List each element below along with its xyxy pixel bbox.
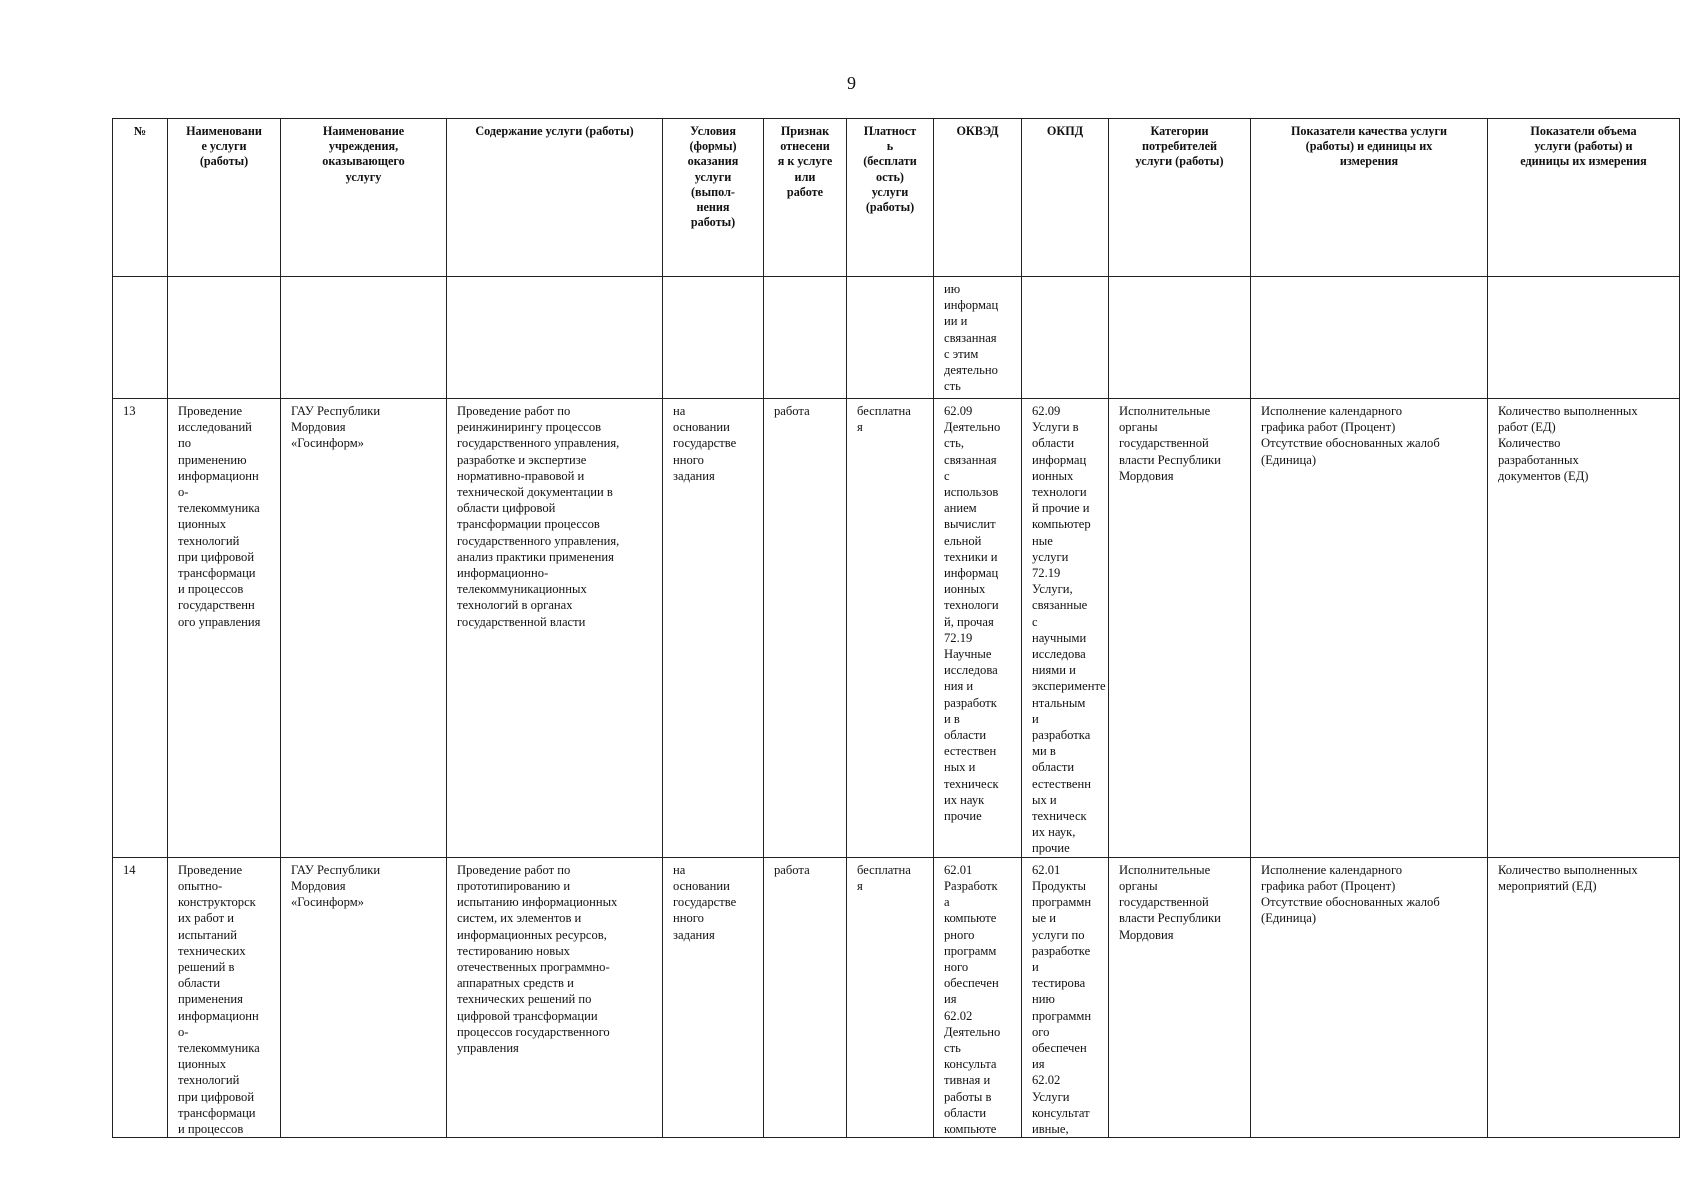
header-volume-indicators: Показатели объема услуги (работы) и единицы их измерения: [1488, 119, 1680, 277]
table-cell: [663, 277, 764, 399]
header-conditions: Условия (формы) оказания услуги (выпол- нения работы): [663, 119, 764, 277]
service-conditions: на основании государстве нного задания: [663, 857, 764, 1137]
table-row: [113, 857, 1680, 1137]
table-cell: [1109, 277, 1251, 399]
header-service-content: Содержание услуги (работы): [447, 119, 663, 277]
table-cell: [847, 277, 934, 399]
row-number: 13: [113, 399, 168, 858]
table-cell: [168, 277, 281, 399]
table-row-continuation: [113, 277, 1680, 399]
table-cell-okved: ию информац ии и связанная с этим деятельно сть: [934, 277, 1022, 399]
service-name: Проведение исследований по применению информационн о- телекоммуника ционных технологий при цифровой трансформаци и процессов государственн ого управления: [168, 399, 281, 858]
header-okved: ОКВЭД: [934, 119, 1022, 277]
services-table: [112, 118, 1680, 1138]
okpd: 62.09 Услуги в области информац ионных технологи й прочие и компьютер ные услуги 72.19 Услуги, связанные с научными исследова ниями и эксперименте нтальным и разработка ми в области естественн ых и техническ их наук, прочие: [1022, 399, 1109, 858]
service-conditions: на основании государстве нного задания: [663, 399, 764, 858]
service-content: Проведение работ по реинжинирингу процессов государственного управления, разработке и экспертизе нормативно-правовой и технической документации в области цифровой трансформации процессов государственного управления, анализ практики применения информационно- телекоммуникационных технологий в органах государственной власти: [447, 399, 663, 858]
quality-indicators: Исполнение календарного графика работ (Процент) Отсутствие обоснованных жалоб (Единица): [1251, 399, 1488, 858]
consumer-categories: Исполнительные органы государственной власти Республики Мордовия: [1109, 857, 1251, 1137]
table-row: [113, 399, 1680, 858]
header-institution-name: Наименование учреждения, оказывающего услугу: [281, 119, 447, 277]
okved: 62.01 Разработк а компьюте рного программ ного обеспечен ия 62.02 Деятельно сть консульта тивная и работы в области компьюте: [934, 857, 1022, 1137]
header-payment: Платност ь (бесплати ость) услуги (работы): [847, 119, 934, 277]
header-service-or-work: Признак отнесени я к услуге или работе: [764, 119, 847, 277]
institution-name: ГАУ Республики Мордовия «Госинформ»: [281, 857, 447, 1137]
quality-indicators: Исполнение календарного графика работ (Процент) Отсутствие обоснованных жалоб (Единица): [1251, 857, 1488, 1137]
payment: бесплатна я: [847, 399, 934, 858]
row-number: 14: [113, 857, 168, 1137]
okved: 62.09 Деятельно сть, связанная с использов анием вычислит ельной техники и информац ионных технологи й, прочая 72.19 Научные исследова ния и разработк и в области естествен ных и техническ их наук прочие: [934, 399, 1022, 858]
header-okpd: ОКПД: [1022, 119, 1109, 277]
header-quality-indicators: Показатели качества услуги (работы) и единицы их измерения: [1251, 119, 1488, 277]
service-content: Проведение работ по прототипированию и испытанию информационных систем, их элементов и информационных ресурсов, тестированию новых отечественных программно- аппаратных средств и технических решений по цифровой трансформации процессов государственного управления: [447, 857, 663, 1137]
consumer-categories: Исполнительные органы государственной власти Республики Мордовия: [1109, 399, 1251, 858]
table-cell: [764, 277, 847, 399]
header-service-name: Наименовани е услуги (работы): [168, 119, 281, 277]
page-number: 9: [847, 73, 856, 93]
table-cell: [447, 277, 663, 399]
table-header-row: [113, 119, 1680, 277]
table-cell: [1488, 277, 1680, 399]
volume-indicators: Количество выполненных мероприятий (ЕД): [1488, 857, 1680, 1137]
institution-name: ГАУ Республики Мордовия «Госинформ»: [281, 399, 447, 858]
payment: бесплатна я: [847, 857, 934, 1137]
table-cell: [281, 277, 447, 399]
service-or-work: работа: [764, 399, 847, 858]
table-cell: [1251, 277, 1488, 399]
header-number: №: [113, 119, 168, 277]
okpd: 62.01 Продукты программн ые и услуги по разработке и тестирова нию программн ого обеспечен ия 62.02 Услуги консультат ивные,: [1022, 857, 1109, 1137]
table-cell: [113, 277, 168, 399]
header-consumer-categories: Категории потребителей услуги (работы): [1109, 119, 1251, 277]
service-name: Проведение опытно- конструкторск их работ и испытаний технических решений в области применения информационн о- телекоммуника ционных технологий при цифровой трансформаци и процессов: [168, 857, 281, 1137]
service-or-work: работа: [764, 857, 847, 1137]
table-cell: [1022, 277, 1109, 399]
volume-indicators: Количество выполненных работ (ЕД) Количество разработанных документов (ЕД): [1488, 399, 1680, 858]
